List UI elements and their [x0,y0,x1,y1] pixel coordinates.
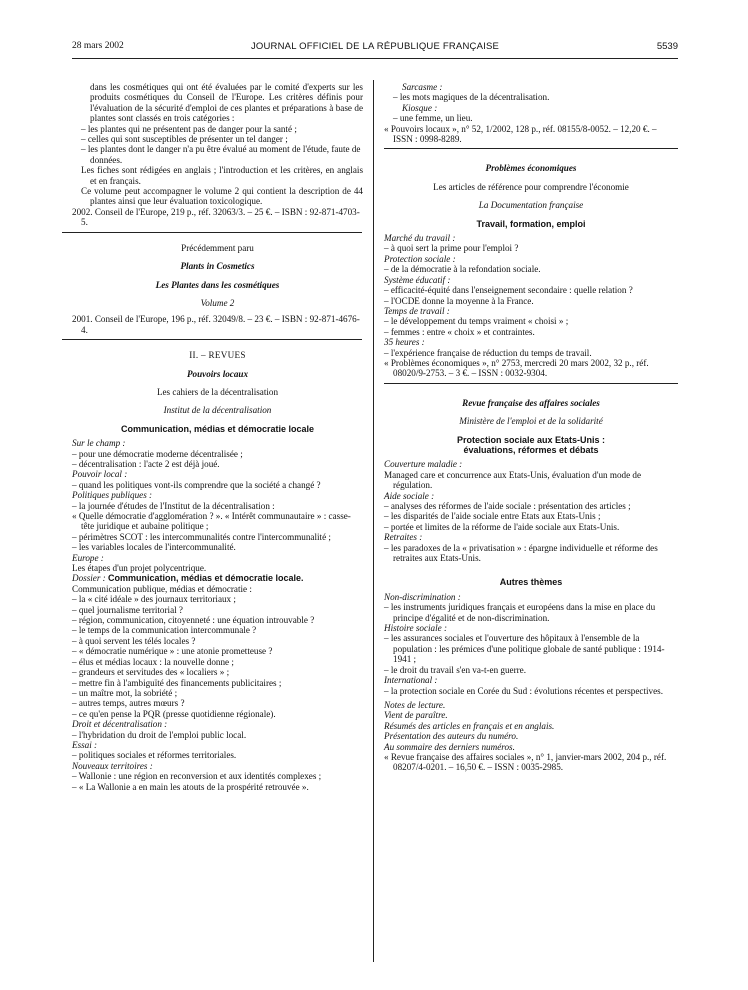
rubric-note: Résumés des articles en français et en anglais. [384,720,555,731]
list-item: – le temps de la communication intercommunale ? [72,625,257,636]
list-item: – la protection sociale en Corée du Sud : évolutions récentes et perspectives. [384,685,663,696]
list-item: Managed care et concurrence aux Etats-Unis, évaluation d'un mode de régulation. [384,469,642,491]
dossier-title: Communication, médias et démocratie locale. [108,573,304,584]
list-item: – analyses des réformes de l'aide sociale : présentation des articles ; [384,501,631,511]
separator [62,232,362,233]
issue-theme: évaluations, réformes et débats [463,444,599,455]
issue-theme: Protection sociale aux Etats-Unis : [456,434,606,445]
rubric-label: 35 heures : [384,337,425,348]
header-rule [72,58,678,59]
dossier-label: Dossier : [72,573,106,584]
rubric-label: Sarcasme : [402,82,443,92]
reference-line: « Problèmes économiques », n° 2753, mercredi 20 mars 2002, 32 p., réf. 08020/9-2753. – 3 €. – ISSN : 0032-9304. [384,357,649,379]
list-item: Les étapes d'un projet polycentrique. [72,563,207,574]
journal-title: Problèmes économiques [485,163,577,174]
plants-intro: dans les cosmétiques qui ont été évaluées par le comité d'experts sur les produits cosmétiques du Conseil de l'Europe. Les critères définis pour l'évaluation de la sécurité d'emploi de ces plantes et préparations à base de plantes sont classés en trois catégories : [90,82,363,124]
list-item: – efficacité-équité dans l'enseignement secondaire : quelle relation ? [384,285,633,296]
rubric-label: Système éducatif : [384,274,451,285]
list-item: – grandeurs et servitudes des « localiers » ; [72,667,230,678]
category-item: – celles qui sont susceptibles de présenter un tel danger ; [81,134,288,145]
journal-title: Pouvoirs locaux [186,368,249,379]
rubric-note: Présentation des auteurs du numéro. [384,731,519,742]
list-item: – ce qu'en pense la PQR (presse quotidienne régionale). [72,708,276,719]
rubric-note: Notes de lecture. [384,699,446,710]
issue-theme: Communication, médias et démocratie locale [120,423,315,434]
list-item: – quand les politiques vont-ils comprendre que la société a changé ? [72,479,321,490]
rubric-note: Au sommaire des derniers numéros. [384,741,515,752]
reference-line: « Pouvoirs locaux », n° 52, 1/2002, 128 p., réf. 08155/8-0052. – 12,20 €. – ISSN : 0998-8289. [384,123,657,145]
journal-publisher: Ministère de l'emploi et de la solidarité [459,416,603,427]
list-item: – une femme, un lieu. [393,113,473,124]
separator [62,339,362,340]
section-heading-autres-themes: Autres thèmes [499,577,563,588]
right-column [384,82,678,773]
list-item: – les assurances sociales et l'ouverture des hôpitaux à l'ensemble de la population : les prémices d'une politique globale de santé publique : 1914-1941 ; [384,633,665,665]
list-item: – politiques sociales et réformes territoriales. [72,750,237,761]
journal-title: Revue française des affaires sociales [462,397,600,408]
rubric-label: Pouvoir local : [72,469,128,480]
list-item: – le développement du temps vraiment « choisi » ; [384,316,569,327]
previous-title-en: Plants in Cosmetics [180,261,255,272]
rubric-label: Essai : [72,739,98,750]
list-item: – un maître mot, la sobriété ; [72,687,178,698]
issue-theme: Travail, formation, emploi [476,218,586,229]
separator [384,383,678,384]
list-item: – périmètres SCOT : les intercommunalités contre l'intercommunalité ; [72,531,331,542]
journal-subtitle: Les cahiers de la décentralisation [156,386,279,397]
list-item: – les paradoxes de la « privatisation » : épargne individuelle et réforme des retraites aux Etats-Unis. [384,542,658,564]
list-item: – la journée d'études de l'Institut de la décentralisation : [72,500,275,511]
list-item: – décentralisation : l'acte 2 est déjà joué. [72,458,220,469]
list-item: – l'expérience française de réduction du temps de travail. [384,347,592,358]
rubric-label: Retraites : [384,532,423,543]
list-item: – région, communication, citoyenneté : une équation introuvable ? [72,615,315,626]
list-item: « Quelle démocratie d'agglomération ? ». « Intérêt communautaire » : casse-tête juridique et aubaine politique ; [72,511,351,532]
separator [384,148,678,149]
journal-publisher: Institut de la décentralisation [163,405,272,416]
rubric-label: Marché du travail : [384,233,456,244]
list-item: – les mots magiques de la décentralisation. [393,92,550,103]
rubric-label: Sur le champ : [72,438,126,449]
list-item: – élus et médias locaux : la nouvelle donne ; [72,656,234,667]
dossier-intro: Communication publique, médias et démocratie : [72,583,252,594]
previous-title-fr: Les Plantes dans les cosmétiques [155,279,280,290]
rubric-label: Couverture maladie : [384,459,463,470]
list-item: – mettre fin à l'ambiguïté des financements publicitaires ; [72,677,282,688]
list-item: – « démocratie numérique » : une atonie prometteuse ? [72,646,273,657]
rubric-label: Politiques publiques : [72,490,153,501]
column-divider [373,80,374,962]
rubric-label: Protection sociale : [384,253,456,264]
section-title: II. – REVUES [189,350,246,361]
category-item: – les plantes qui ne présentent pas de danger pour la santé ; [81,123,297,134]
category-item: – les plantes dont le danger n'a pu être évalué au moment de l'étude, faute de données. [81,144,361,165]
left-column [72,82,363,792]
rubric-label: Nouveaux territoires : [72,760,153,771]
plants-languages: Les fiches sont rédigées en anglais ; l'introduction et les critères, en anglais et en français. [81,165,363,186]
list-item: – les disparités de l'aide sociale entre Etats aux Etats-Unis ; [384,511,601,522]
reference-line: 2002. Conseil de l'Europe, 219 p., réf. 32063/3. – 25 €. – ISBN : 92-871-4703-5. [72,206,360,228]
previously-published: Précédemment paru [181,242,254,253]
list-item: – pour une démocratie moderne décentralisée ; [72,448,243,459]
rubric-label: Temps de travail : [384,305,450,316]
list-item: – la « cité idéale » des journaux territoriaux ; [72,594,236,605]
list-item: – l'OCDE donne la moyenne à la France. [384,295,534,306]
list-item: – les instruments juridiques français et européens dans la mise en place du principe d'égalité et de non-discrimination. [384,602,656,623]
rubric-label: Kiosque : [402,102,438,113]
list-item: – femmes : entre « choix » et contraintes. [384,326,535,337]
previous-volume: Volume 2 [200,297,235,308]
list-item: – à quoi servent les télés locales ? [72,635,196,646]
header-date: 28 mars 2002 [72,41,124,51]
rubric-label: Europe : [72,552,104,563]
journal-subtitle: Les articles de référence pour comprendre l'économie [433,181,629,192]
list-item: – portée et limites de la réforme de l'aide sociale aux Etats-Unis. [384,521,620,532]
rubric-note: Vient de paraître. [384,710,448,721]
list-item: – l'hybridation du droit de l'emploi public local. [72,729,247,740]
plants-volume-note: Ce volume peut accompagner le volume 2 qui contient la description de 44 plantes ainsi que leur évaluation toxicologique. [81,186,363,207]
journal-publisher: La Documentation française [478,200,584,211]
list-item: – les variables locales de l'intercommunalité. [72,542,236,553]
list-item: – quel journalisme territorial ? [72,604,183,615]
header-journal-title: JOURNAL OFFICIEL DE LA RÉPUBLIQUE FRANÇAISE [250,41,500,52]
header-page-number: 5539 [656,41,678,52]
list-item: – « La Wallonie a en main les atouts de la prospérité retrouvée ». [72,781,309,792]
reference-line: 2001. Conseil de l'Europe, 196 p., réf. 32049/8. – 23 €. – ISBN : 92-871-4676-4. [72,314,360,335]
reference-line: « Revue française des affaires sociales », n° 1, janvier-mars 2002, 204 p., réf. 08207/4-0201. – 16,50 €. – ISSN : 0035-2985. [384,751,667,773]
rubric-label: International : [384,675,438,686]
list-item: – à quoi sert la prime pour l'emploi ? [384,243,519,254]
list-item: – Wallonie : une région en reconversion et aux identités complexes ; [72,771,322,782]
rubric-label: Droit et décentralisation : [72,719,168,730]
list-item: – autres temps, autres mœurs ? [72,698,185,709]
list-item: – le droit du travail s'en va-t-en guerre. [384,664,527,675]
page-header [72,41,678,57]
list-item: – de la démocratie à la refondation sociale. [384,264,541,275]
dossier-heading [72,573,363,583]
rubric-label: Non-discrimination : [384,591,461,602]
rubric-label: Histoire sociale : [384,623,448,634]
rubric-label: Aide sociale : [384,490,435,501]
